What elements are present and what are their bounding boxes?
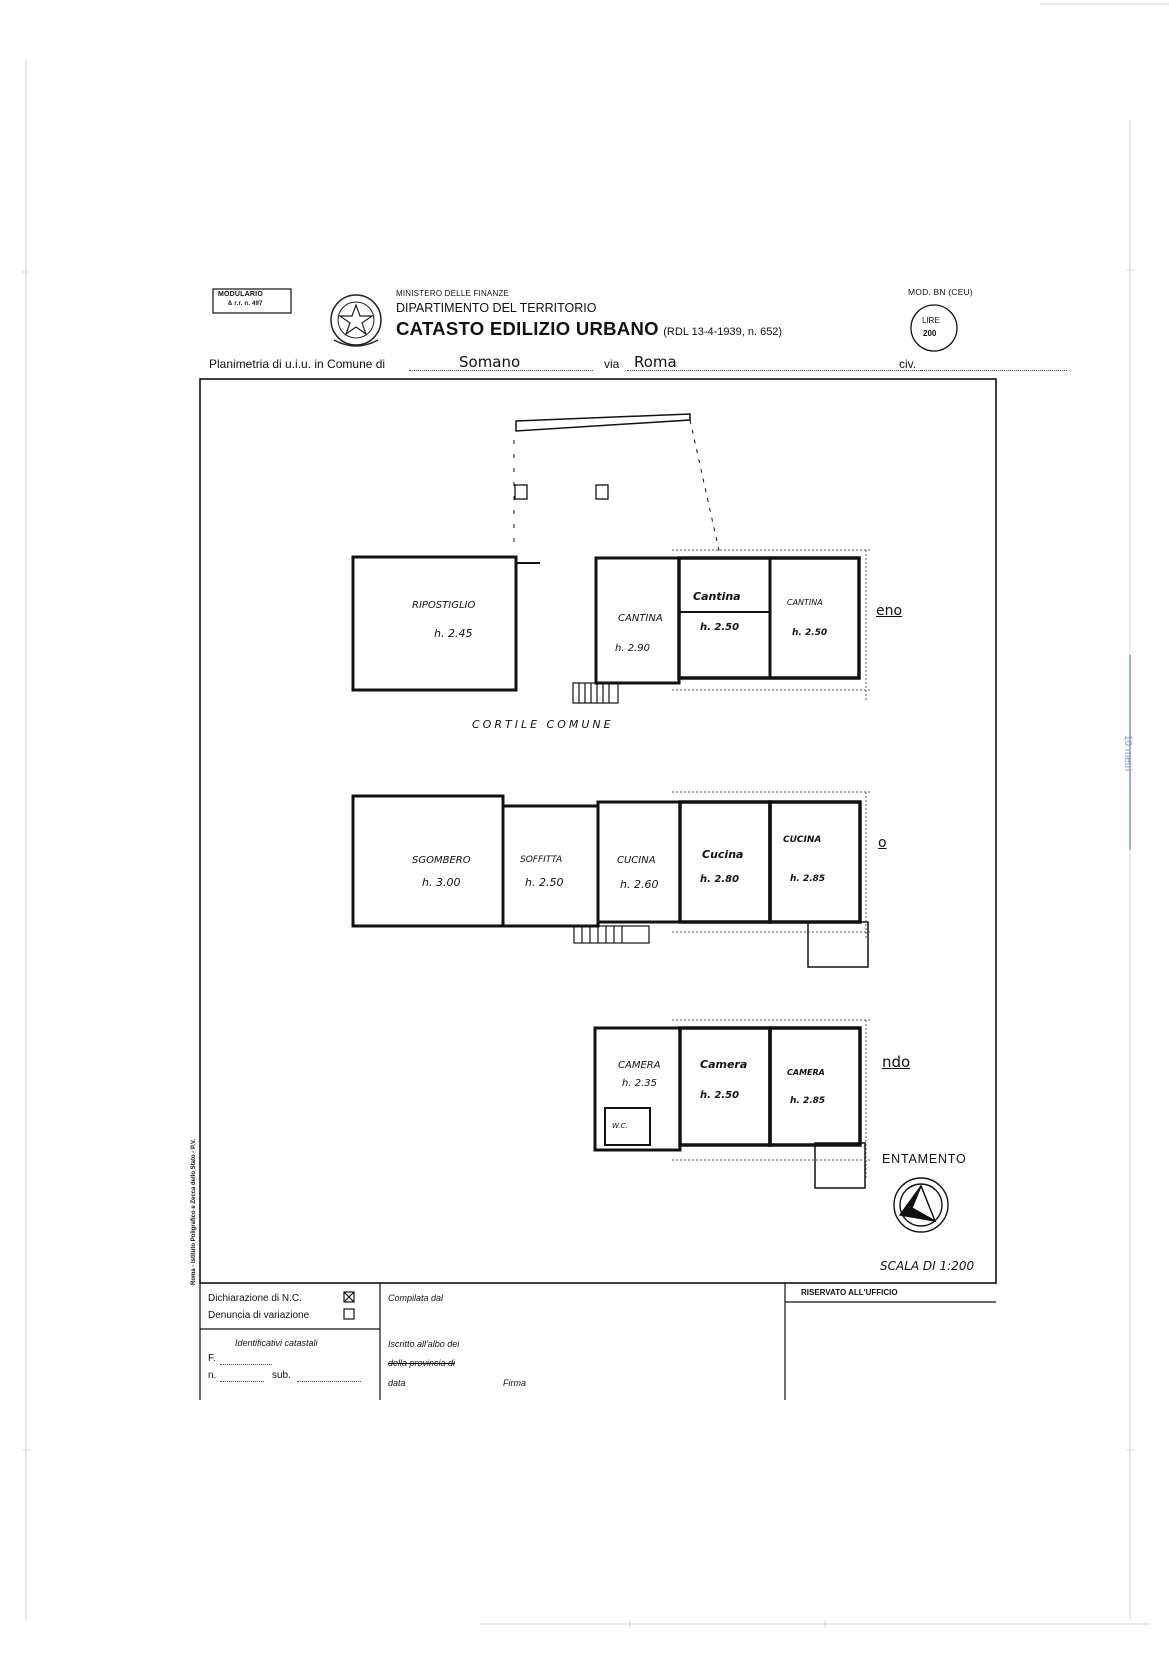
modulario-label: MODULARIO [218, 291, 263, 298]
compilata-label: Compilata dal [388, 1293, 444, 1303]
room-ripostiglio: RIPOSTIGLIO [412, 600, 476, 611]
stamp-label: LIRE [922, 316, 940, 325]
room-camera: CAMERA [618, 1060, 661, 1071]
room-cantina: CANTINA [618, 613, 663, 624]
printer-imprint: Roma - Istituto Poligrafico e Zecca dello Stato - P.V. [191, 1138, 197, 1285]
cortile-comune-label: CORTILE COMUNE [472, 718, 614, 731]
firma-label: Firma [503, 1378, 526, 1388]
sub-label: sub. [272, 1370, 291, 1381]
room-soffitta-height: h. 2.50 [525, 876, 564, 889]
title-text: CATASTO EDILIZIO URBANO [396, 318, 659, 339]
room-camera-2-height: h. 2.50 [700, 1090, 740, 1101]
room-sgombero-height: h. 3.00 [422, 876, 461, 889]
room-cantina-2: Cantina [693, 590, 741, 603]
provincia-label: della provincia di [388, 1358, 456, 1368]
department-name: DIPARTIMENTO DEL TERRITORIO [396, 301, 597, 315]
room-soffitta: SOFFITTA [520, 855, 563, 865]
via-value: Roma [634, 353, 677, 371]
iscritto-label: Iscritto all'albo dei [388, 1339, 460, 1349]
address-prefix: Planimetria di u.i.u. in Comune di [209, 357, 386, 371]
room-camera-3: CAMERA [787, 1068, 825, 1077]
room-cucina-height: h. 2.60 [620, 878, 659, 891]
footer-grid [200, 1283, 996, 1400]
room-cantina-height: h. 2.90 [615, 643, 650, 654]
f-label: F. [208, 1353, 216, 1364]
model-code: MOD. BN (CEU) [908, 287, 973, 297]
room-camera-3-height: h. 2.85 [790, 1096, 826, 1106]
page-title [396, 318, 782, 340]
law-reference: (RDL 13-4-1939, n. 652) [663, 326, 783, 338]
via-label: via [604, 357, 620, 371]
north-arrow-icon [894, 1178, 948, 1232]
lire-stamp [911, 305, 957, 351]
room-sgombero: SGOMBERO [412, 855, 471, 866]
room-cucina-3-height: h. 2.85 [790, 874, 826, 884]
room-camera-height: h. 2.35 [622, 1078, 657, 1089]
orientamento-label: ENTAMENTO [882, 1152, 967, 1166]
room-cantina-2-height: h. 2.50 [700, 622, 740, 633]
room-cucina-2-height: h. 2.80 [700, 874, 740, 885]
sub-field[interactable] [297, 1370, 361, 1382]
room-cucina-3: CUCINA [783, 835, 822, 845]
ministry-name: MINISTERO DELLE FINANZE [396, 289, 510, 298]
f-field[interactable] [220, 1353, 272, 1365]
comune-value: Somano [459, 353, 521, 371]
modulario-code: & r.r. n. 497 [228, 301, 263, 307]
denuncia-label: Denuncia di variazione [208, 1310, 310, 1321]
riservato-ufficio-label: RISERVATO ALL'UFFICIO [801, 1288, 898, 1297]
civ-label: civ. [899, 357, 917, 371]
n-label: n. [208, 1370, 217, 1381]
room-ripostiglio-height: h. 2.45 [434, 627, 473, 640]
n-field[interactable] [220, 1370, 264, 1382]
data-label: data [388, 1378, 406, 1388]
room-camera-2: Camera [700, 1058, 748, 1071]
floor-1-label: eno [876, 603, 903, 619]
room-cucina: CUCINA [617, 855, 656, 866]
address-line [209, 353, 989, 373]
dichiarazione-label: Dichiarazione di N.C. [208, 1293, 302, 1304]
room-cantina-3-height: h. 2.50 [792, 628, 828, 638]
scale-margin-note: 10 metri [1122, 735, 1133, 772]
floor-2-label: o [878, 835, 887, 851]
scan-margin-marks [22, 4, 1169, 1628]
room-cucina-2: Cucina [702, 848, 744, 861]
floor-3-label: ndo [882, 1053, 911, 1071]
room-cantina-3: CANTINA [787, 598, 823, 607]
stamp-value: 200 [923, 329, 937, 338]
scale-label: SCALA DI 1:200 [880, 1259, 975, 1273]
republic-emblem-icon [331, 295, 381, 346]
identificativi-label: Identificativi catastali [235, 1338, 318, 1348]
room-wc: W.C. [612, 1122, 628, 1130]
